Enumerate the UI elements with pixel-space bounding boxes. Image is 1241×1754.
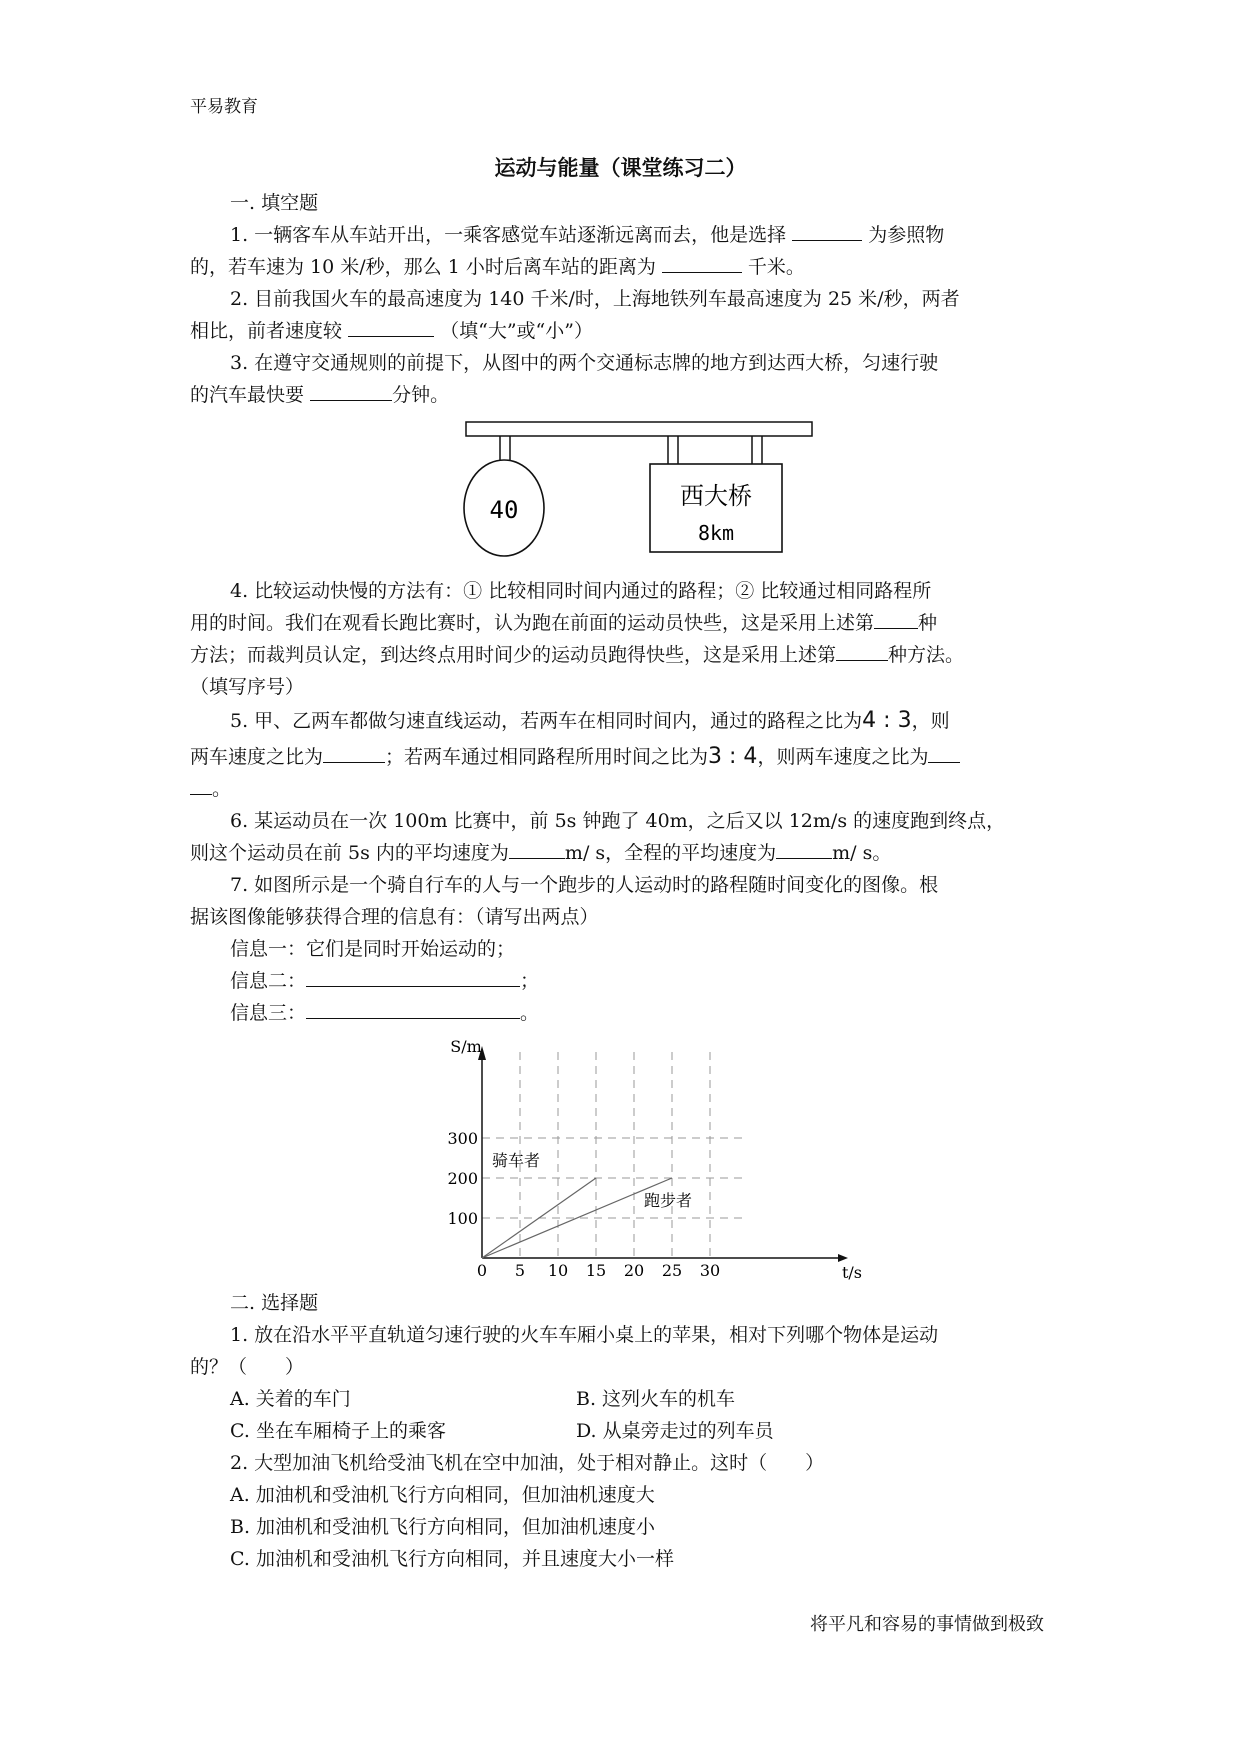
series-label-2: 跑步者 (644, 1191, 693, 1210)
q7-line2: 据该图像能够获得合理的信息有：（请写出两点） (190, 906, 599, 928)
page-footer: 将平凡和容易的事情做到极致 (810, 1614, 1044, 1635)
q4-text-c: 种 (918, 612, 938, 634)
q7-info1: 信息一：它们是同时开始运动的； (230, 938, 516, 960)
sign-beam (466, 422, 812, 436)
q4-blank-2[interactable] (836, 642, 888, 661)
q7-info2-blank[interactable] (306, 968, 520, 987)
mc1-option-c[interactable]: C. 坐在车厢椅子上的乘客 (230, 1420, 446, 1442)
q2-text-c: （填“大”或“小”） (440, 320, 593, 342)
q1-text-c: 的，若车速为 10 米/秒，那么 1 小时后离车站的距离为 (190, 256, 656, 278)
q5-ratio-2: 3 : 4 (708, 744, 758, 769)
q2-text-b: 相比，前者速度较 (190, 320, 343, 342)
q3-text-b: 的汽车最快要 (190, 384, 305, 406)
q7-info3-blank[interactable] (306, 1000, 520, 1019)
section-multiple-choice: 二. 选择题 (230, 1292, 319, 1314)
q5-text-c: 两车速度之比为 (190, 746, 324, 768)
x-tick-label-0: 0 (476, 1261, 488, 1280)
x-axis-label: t/s (841, 1263, 863, 1282)
q5-line2 (190, 744, 960, 770)
speed-limit-value: 40 (489, 496, 519, 524)
q5-text-e: ，则两车速度之比为 (757, 746, 929, 768)
q5-line3 (190, 776, 231, 802)
distance-sign-place: 西大桥 (680, 482, 752, 510)
traffic-signs-figure (440, 418, 820, 568)
q7-info3-end: 。 (520, 1002, 540, 1024)
section-fill-blank: 一. 填空题 (230, 192, 319, 214)
q1-text-a: 1. 一辆客车从车站开出，一乘客感觉车站逐渐远离而去，他是选择 (230, 224, 787, 246)
q4-blank-1[interactable] (874, 610, 918, 629)
q2-line1: 2. 目前我国火车的最高速度为 140 千米/时，上海地铁列车最高速度为 25 米/秒，两者 (230, 288, 960, 310)
q1-line1 (230, 222, 944, 248)
page-title: 运动与能量（课堂练习二） (494, 155, 747, 180)
q3-line2 (190, 382, 449, 408)
q7-info2-end: ； (520, 970, 540, 992)
q7-line1: 7. 如图所示是一个骑自行车的人与一个跑步的人运动时的路程随时间变化的图像。根 (230, 874, 939, 896)
q4-line2 (190, 610, 937, 636)
q6-text-d: m/ s。 (832, 842, 892, 864)
q3-text-c: 分钟。 (392, 384, 450, 406)
mc1-line1: 1. 放在沿水平平直轨道匀速行驶的火车车厢小桌上的苹果，相对下列哪个物体是运动 (230, 1324, 939, 1346)
page-header: 平易教育 (190, 97, 258, 117)
y-tick-label-100: 100 (447, 1209, 478, 1228)
q6-line2 (190, 840, 891, 866)
q1-text-d: 千米。 (747, 256, 805, 278)
q3-blank[interactable] (310, 382, 392, 401)
q4-line4: （填写序号） (190, 676, 305, 698)
q5-blank-2[interactable] (928, 744, 960, 763)
q3-line1: 3. 在遵守交通规则的前提下，从图中的两个交通标志牌的地方到达西大桥，匀速行驶 (230, 352, 939, 374)
series-label-1: 骑车者 (492, 1151, 541, 1170)
q7-info3 (230, 1000, 539, 1026)
mc2-option-b[interactable]: B. 加油机和受油机飞行方向相同，但加油机速度小 (230, 1516, 656, 1538)
q1-line2 (190, 254, 805, 280)
q6-text-b: 则这个运动员在前 5s 内的平均速度为 (190, 842, 509, 864)
q6-blank-2[interactable] (776, 840, 832, 859)
q2-line2 (190, 318, 593, 344)
q4-line1: 4. 比较运动快慢的方法有：① 比较相同时间内通过的路程；② 比较通过相同路程所 (230, 580, 932, 602)
q5-line1 (230, 708, 950, 734)
mc1-option-d[interactable]: D. 从桌旁走过的列车员 (576, 1420, 774, 1442)
x-tick-label-20: 20 (623, 1261, 645, 1280)
q5-blank-2-cont[interactable] (190, 776, 212, 795)
q4-line3 (190, 642, 964, 668)
q7-info2-label: 信息二： (230, 970, 307, 992)
mc1-line2: 的？（ ） (190, 1356, 305, 1378)
q5-text-f: 。 (212, 778, 232, 800)
q7-info3-label: 信息三： (230, 1002, 307, 1024)
q6-line1: 6. 某运动员在一次 100m 比赛中，前 5s 钟跑了 40m，之后又以 12m/s 的速度跑到终点， (230, 810, 1006, 832)
mc1-option-b[interactable]: B. 这列火车的机车 (576, 1388, 736, 1410)
q5-text-d: ；若两车通过相同路程所用时间之比为 (385, 746, 709, 768)
q2-blank[interactable] (348, 318, 434, 337)
q7-info2 (230, 968, 539, 994)
q1-blank-1[interactable] (792, 222, 862, 241)
x-tick-label-25: 25 (661, 1261, 683, 1280)
y-tick-label-300: 300 (447, 1129, 478, 1148)
y-tick-label-200: 200 (447, 1169, 478, 1188)
q6-text-c: m/ s，全程的平均速度为 (564, 842, 777, 864)
q6-blank-1[interactable] (509, 840, 565, 859)
q1-blank-2[interactable] (662, 254, 742, 273)
distance-time-chart (440, 1036, 863, 1282)
q5-ratio-1: 4 : 3 (862, 708, 912, 733)
mc2-stem: 2. 大型加油飞机给受油飞机在空中加油，处于相对静止。这时（ ） (230, 1452, 825, 1474)
mc2-option-a[interactable]: A. 加油机和受油机飞行方向相同，但加油机速度大 (230, 1484, 655, 1506)
mc2-option-c[interactable]: C. 加油机和受油机飞行方向相同，并且速度大小一样 (230, 1548, 674, 1570)
mc1-option-a[interactable]: A. 关着的车门 (230, 1388, 351, 1410)
x-tick-label-10: 10 (547, 1261, 569, 1280)
x-tick-label-5: 5 (514, 1261, 526, 1280)
q4-text-d: 方法；而裁判员认定，到达终点用时间少的运动员跑得快些，这是采用上述第 (190, 644, 837, 666)
x-tick-label-30: 30 (699, 1261, 721, 1280)
x-tick-label-15: 15 (585, 1261, 607, 1280)
y-axis-label: S/m (450, 1037, 482, 1056)
q5-text-a: 5. 甲、乙两车都做匀速直线运动，若两车在相同时间内，通过的路程之比为 (230, 710, 863, 732)
q1-text-b: 为参照物 (868, 224, 945, 246)
q4-text-e: 种方法。 (888, 644, 965, 666)
distance-sign-km: 8km (697, 521, 735, 545)
q4-text-b: 用的时间。我们在观看长跑比赛时，认为跑在前面的运动员快些，这是采用上述第 (190, 612, 875, 634)
q5-text-b: ，则 (911, 710, 950, 732)
q5-blank-1[interactable] (323, 744, 385, 763)
x-axis-arrow (838, 1254, 848, 1262)
